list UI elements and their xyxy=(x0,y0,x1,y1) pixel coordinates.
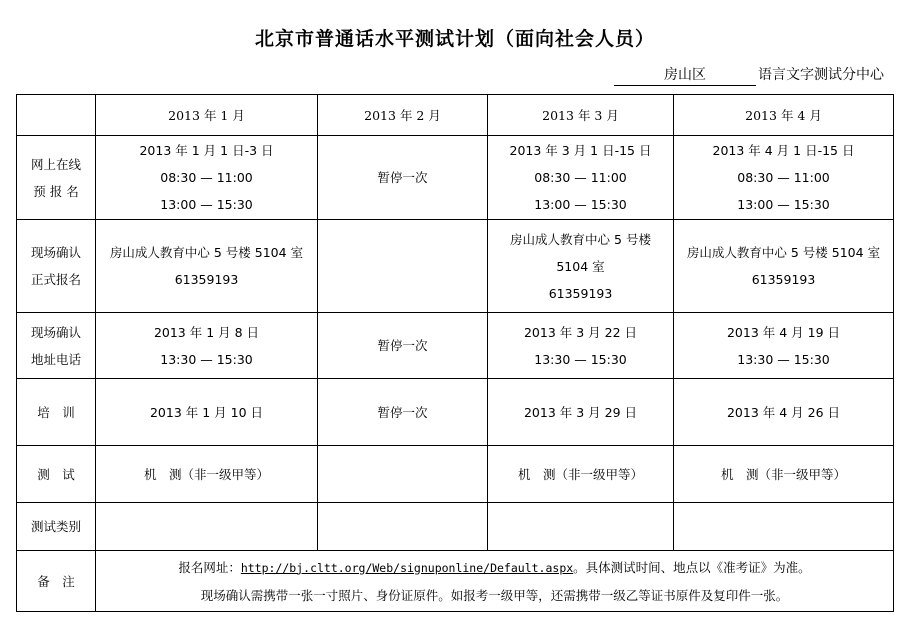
row-label-training: 培 训 xyxy=(17,379,96,446)
test-feb-cell xyxy=(318,446,488,503)
training-mar-cell: 2013 年 3 月 29 日 xyxy=(488,379,674,446)
onsite-feb-cell xyxy=(318,220,488,313)
center-name: 语言文字测试分中心 xyxy=(758,67,884,83)
test-row xyxy=(17,446,894,503)
training-row xyxy=(17,379,894,446)
confirm-mar-cell: 2013 年 3 月 22 日 13:30 — 15:30 xyxy=(488,313,674,379)
month-header-feb: 2013 年 2 月 xyxy=(318,95,488,136)
training-apr-cell: 2013 年 4 月 26 日 xyxy=(674,379,894,446)
test-plan-table xyxy=(16,94,894,612)
category-jan-cell xyxy=(96,503,318,551)
row-label-confirm: 现场确认 地址电话 xyxy=(17,313,96,379)
test-jan-cell: 机 测（非一级甲等） xyxy=(96,446,318,503)
row-label-notes: 备 注 xyxy=(17,551,96,612)
online-apr-cell: 2013 年 4 月 1 日-15 日 08:30 — 11:00 13:00 — 15:30 xyxy=(674,136,894,220)
row-label-onsite: 现场确认 正式报名 xyxy=(17,220,96,313)
online-feb-cell: 暂停一次 xyxy=(318,136,488,220)
registration-url-link[interactable]: http://bj.cltt.org/Web/signuponline/Default.aspx xyxy=(240,560,574,575)
onsite-registration-row xyxy=(17,220,894,313)
confirm-jan-cell: 2013 年 1 月 8 日 13:30 — 15:30 xyxy=(96,313,318,379)
header-row xyxy=(17,95,894,136)
row-label-test: 测 试 xyxy=(17,446,96,503)
organization-line xyxy=(614,64,884,86)
online-mar-cell: 2013 年 3 月 1 日-15 日 08:30 — 11:00 13:00 — 15:30 xyxy=(488,136,674,220)
online-jan-cell: 2013 年 1 月 1 日-3 日 08:30 — 11:00 13:00 — 15:30 xyxy=(96,136,318,220)
month-header-apr: 2013 年 4 月 xyxy=(674,95,894,136)
month-header-jan: 2013 年 1 月 xyxy=(96,95,318,136)
notes-line-1: 报名网址：http://bj.cltt.org/Web/signuponline/Default.aspx。具体测试时间、地点以《准考证》为准。 xyxy=(178,559,811,575)
onsite-jan-cell: 房山成人教育中心 5 号楼 5104 室 61359193 xyxy=(96,220,318,313)
category-mar-cell xyxy=(488,503,674,551)
row-label-category: 测试类别 xyxy=(17,503,96,551)
notes-row xyxy=(17,551,894,612)
test-mar-cell: 机 测（非一级甲等） xyxy=(488,446,674,503)
notes-line-2: 现场确认需携带一张一寸照片、身份证原件。如报考一级甲等，还需携带一级乙等证书原件及复印件一张。 xyxy=(200,587,789,603)
confirm-apr-cell: 2013 年 4 月 19 日 13:30 — 15:30 xyxy=(674,313,894,379)
corner-cell xyxy=(17,95,96,136)
training-feb-cell: 暂停一次 xyxy=(318,379,488,446)
district-name: 房山区 xyxy=(614,64,756,86)
row-label-online: 网上在线 预 报 名 xyxy=(17,136,96,220)
notes-cell xyxy=(96,551,894,612)
test-category-row xyxy=(17,503,894,551)
online-registration-row xyxy=(17,136,894,220)
confirm-feb-cell: 暂停一次 xyxy=(318,313,488,379)
category-apr-cell xyxy=(674,503,894,551)
test-apr-cell: 机 测（非一级甲等） xyxy=(674,446,894,503)
onsite-mar-cell: 房山成人教育中心 5 号楼 5104 室 61359193 xyxy=(488,220,674,313)
training-jan-cell: 2013 年 1 月 10 日 xyxy=(96,379,318,446)
onsite-confirm-row xyxy=(17,313,894,379)
category-feb-cell xyxy=(318,503,488,551)
month-header-mar: 2013 年 3 月 xyxy=(488,95,674,136)
page-title: 北京市普通话水平测试计划（面向社会人员） xyxy=(254,28,655,50)
onsite-apr-cell: 房山成人教育中心 5 号楼 5104 室 61359193 xyxy=(674,220,894,313)
